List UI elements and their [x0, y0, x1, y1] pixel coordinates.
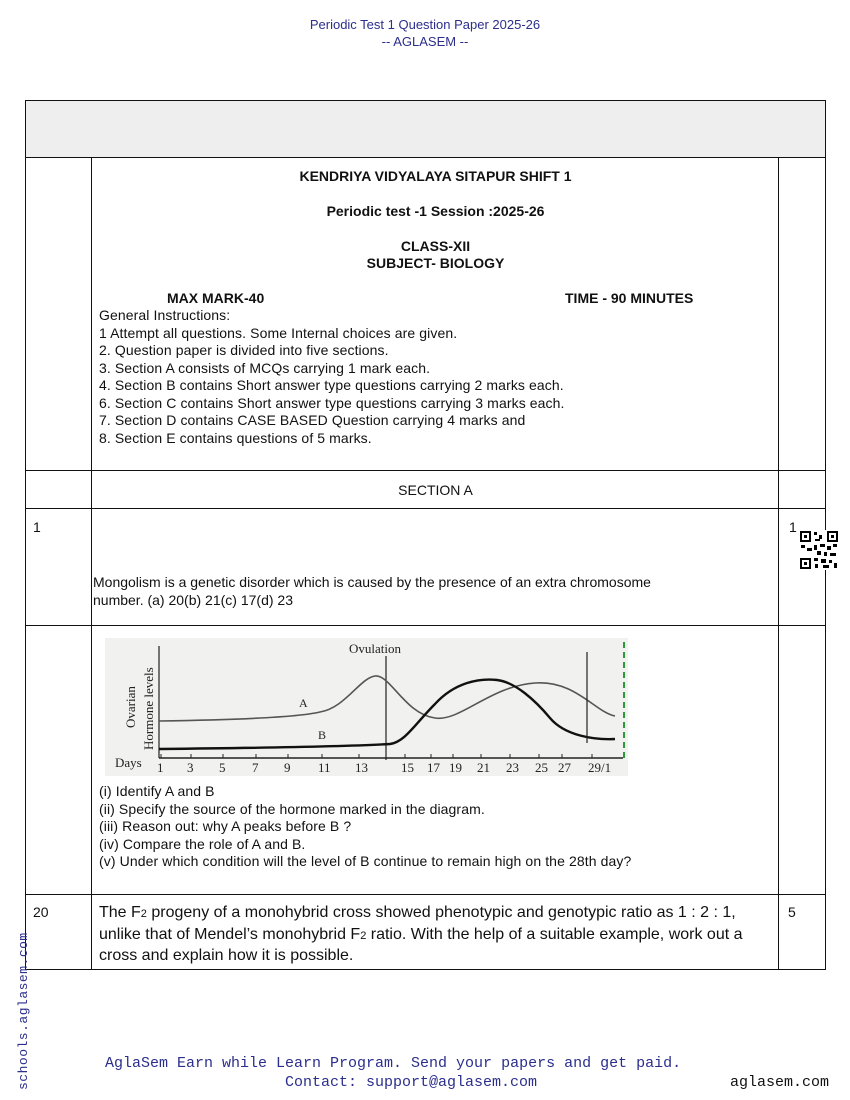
rule [25, 157, 826, 158]
rule [25, 625, 826, 626]
general-instructions [99, 307, 779, 447]
instruction-item: 3. Section A consists of MCQs carrying 1 mark each. [99, 359, 431, 376]
day-tick-label: 21 [477, 760, 490, 775]
x-axis-label: Days [115, 755, 142, 770]
instructions-title: General Instructions: [99, 307, 231, 323]
day-tick-label: 29/1 [588, 760, 612, 775]
ovulation-label: Ovulation [349, 641, 401, 656]
question-marks: 5 [788, 904, 796, 920]
day-tick-label: 27 [558, 760, 571, 775]
question-part: (iv) Compare the role of A and B. [99, 835, 306, 852]
instruction-item: 7. Section D contains CASE BASED Question carrying 4 marks and [99, 412, 526, 428]
max-mark: MAX MARK-40 [167, 290, 265, 306]
rule [25, 100, 26, 970]
header-title: Periodic Test 1 Question Paper 2025-26 [309, 17, 541, 32]
rule [25, 100, 826, 101]
footer-promo: AglaSem Earn while Learn Program. Send your papers and get paid. [105, 1055, 682, 1072]
rule [91, 157, 92, 970]
question-part: (i) Identify A and B [99, 783, 215, 799]
graph-question-parts [99, 783, 779, 871]
time-allowed: TIME - 90 MINUTES [565, 290, 694, 306]
day-tick-label: 17 [427, 760, 440, 775]
day-tick-label: 1 [157, 760, 164, 775]
day-tick-label: 9 [284, 760, 291, 775]
side-watermark: schools.aglasem.com [16, 932, 31, 1090]
day-tick-label: 3 [187, 760, 194, 775]
header-brand: -- AGLASEM -- [381, 34, 469, 49]
day-tick-label: 19 [449, 760, 462, 775]
rule [25, 508, 826, 509]
question-20-text [99, 903, 775, 967]
day-tick-label: 23 [506, 760, 519, 775]
rule [25, 894, 826, 895]
day-tick-label: 11 [318, 760, 331, 775]
rule [25, 470, 826, 471]
question-text-line: The F2 progeny of a monohybrid cross showed phenotypic and genotypic ratio as 1 : 2 : 1, [99, 904, 736, 921]
question-text-line: unlike that of Mendel’s monohybrid F2 ratio. With the help of a suitable example, work out a [99, 925, 743, 943]
question-part: (ii) Specify the source of the hormone marked in the diagram. [99, 800, 485, 817]
question-number: 20 [33, 904, 49, 920]
y-axis-label: Ovarian [123, 686, 138, 728]
question-text-line: number. (a) 20(b) 21(c) 17(d) 23 [93, 592, 293, 608]
curve-a-label: A [299, 696, 308, 710]
instruction-item: 1 Attempt all questions. Some Internal choices are given. [99, 324, 458, 341]
curve-b-label: B [318, 728, 327, 742]
school-name: KENDRIYA VIDYALAYA SITAPUR SHIFT 1 [299, 168, 572, 184]
subject-label: SUBJECT- BIOLOGY [366, 255, 505, 271]
day-tick-label: 15 [401, 760, 414, 775]
question-text-line: cross and explain how it is possible. [99, 947, 354, 964]
instruction-item: 2. Question paper is divided into five sections. [99, 342, 389, 358]
question-text-line: Mongolism is a genetic disorder which is caused by the presence of an extra chromosome [93, 574, 651, 590]
qr-code-icon [799, 530, 839, 570]
instruction-item: 8. Section E contains questions of 5 marks. [99, 429, 372, 446]
question-number: 1 [33, 519, 41, 535]
day-tick-label: 5 [219, 760, 226, 775]
header-band [25, 100, 826, 157]
page-header [0, 16, 850, 50]
day-tick-label: 25 [535, 760, 548, 775]
session-title: Periodic test -1 Session :2025-26 [326, 203, 545, 219]
question-marks: 1 [789, 519, 797, 535]
question-part: (iii) Reason out: why A peaks before B ? [99, 818, 352, 834]
hormone-level-graph [105, 638, 628, 776]
class-label: CLASS-XII [400, 238, 471, 254]
question-1-text [93, 573, 777, 609]
section-a-heading: SECTION A [398, 482, 473, 498]
question-part: (v) Under which condition will the level of B continue to remain high on the 28th day? [99, 853, 632, 869]
instruction-item: 6. Section C contains Short answer type questions carrying 3 marks each. [99, 394, 565, 411]
footer-site: aglasem.com [730, 1074, 830, 1091]
footer-contact: Contact: support@aglasem.com [285, 1074, 538, 1091]
rule [25, 969, 826, 970]
instruction-item: 4. Section B contains Short answer type questions carrying 2 marks each. [99, 377, 564, 393]
y-axis-label: Hormone levels [141, 667, 156, 750]
day-tick-label: 13 [355, 760, 368, 775]
day-tick-label: 7 [252, 760, 259, 775]
